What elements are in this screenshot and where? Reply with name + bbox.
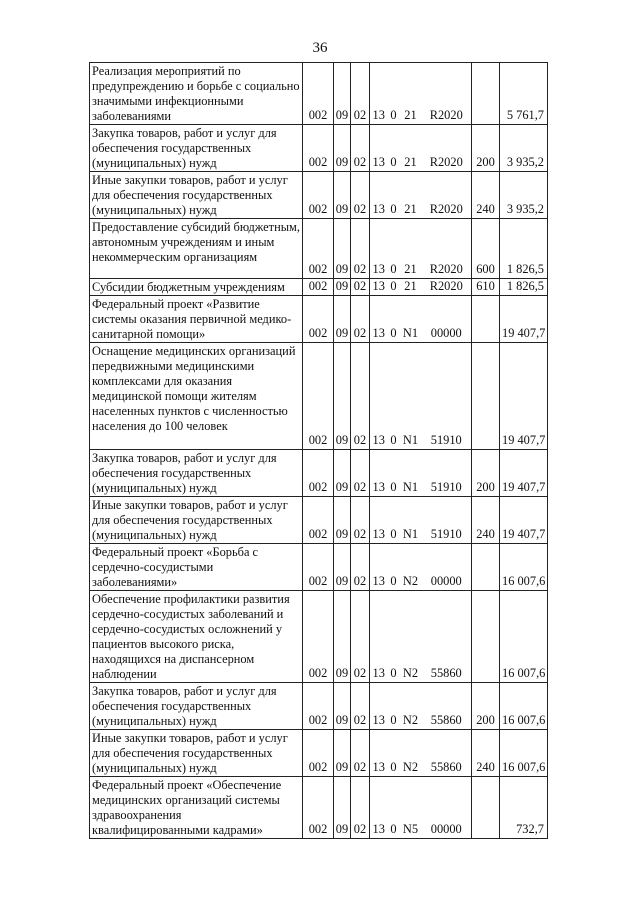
- target-project-code: N1: [400, 296, 422, 343]
- subsection-code: 02: [351, 343, 370, 450]
- amount: 16 007,6: [500, 544, 548, 591]
- admin-code: 002: [303, 343, 334, 450]
- table-row: [90, 63, 548, 125]
- subsection-code: 02: [351, 683, 370, 730]
- row-name: Иные закупки товаров, работ и услуг для обеспечения государственных (муниципальных) нужд: [90, 497, 303, 544]
- expense-type-code: 240: [472, 497, 500, 544]
- section-code: 09: [334, 343, 351, 450]
- target-direction-code: R2020: [422, 279, 472, 296]
- target-direction-code: 51910: [422, 497, 472, 544]
- table-row: [90, 219, 548, 279]
- target-program-code: 13: [370, 279, 388, 296]
- subsection-code: 02: [351, 450, 370, 497]
- subsection-code: 02: [351, 591, 370, 683]
- table-row: [90, 450, 548, 497]
- section-code: 09: [334, 497, 351, 544]
- target-direction-code: R2020: [422, 172, 472, 219]
- target-project-code: 21: [400, 172, 422, 219]
- expense-type-code: 240: [472, 730, 500, 777]
- row-name: Федеральный проект «Борьба с сердечно-сосудистыми заболеваниями»: [90, 544, 303, 591]
- target-direction-code: 51910: [422, 343, 472, 450]
- table-row: [90, 279, 548, 296]
- table-row: [90, 591, 548, 683]
- target-program-code: 13: [370, 730, 388, 777]
- admin-code: 002: [303, 497, 334, 544]
- section-code: 09: [334, 125, 351, 172]
- target-subprogram-code: 0: [388, 591, 400, 683]
- subsection-code: 02: [351, 497, 370, 544]
- expense-type-code: 610: [472, 279, 500, 296]
- target-direction-code: 00000: [422, 544, 472, 591]
- target-project-code: N2: [400, 591, 422, 683]
- expense-type-code: [472, 777, 500, 839]
- table-body: [90, 63, 548, 839]
- target-direction-code: 55860: [422, 683, 472, 730]
- table-row: [90, 125, 548, 172]
- admin-code: 002: [303, 777, 334, 839]
- table-row: [90, 730, 548, 777]
- admin-code: 002: [303, 279, 334, 296]
- target-subprogram-code: 0: [388, 125, 400, 172]
- row-name: Закупка товаров, работ и услуг для обеспечения государственных (муниципальных) нужд: [90, 683, 303, 730]
- target-project-code: N5: [400, 777, 422, 839]
- expense-type-code: 200: [472, 125, 500, 172]
- target-subprogram-code: 0: [388, 219, 400, 279]
- section-code: 09: [334, 172, 351, 219]
- target-direction-code: R2020: [422, 219, 472, 279]
- section-code: 09: [334, 777, 351, 839]
- expense-type-code: 200: [472, 450, 500, 497]
- amount: 3 935,2: [500, 125, 548, 172]
- target-program-code: 13: [370, 219, 388, 279]
- subsection-code: 02: [351, 777, 370, 839]
- section-code: 09: [334, 730, 351, 777]
- section-code: 09: [334, 296, 351, 343]
- subsection-code: 02: [351, 63, 370, 125]
- target-program-code: 13: [370, 172, 388, 219]
- expense-type-code: [472, 296, 500, 343]
- amount: 19 407,7: [500, 450, 548, 497]
- row-name: Оснащение медицинских организаций передвижными медицинскими комплексами для оказания медицинской помощи жителям населенных пунктов с численностью населения до 100 человек: [90, 343, 303, 450]
- subsection-code: 02: [351, 125, 370, 172]
- admin-code: 002: [303, 125, 334, 172]
- admin-code: 002: [303, 544, 334, 591]
- table-row: [90, 172, 548, 219]
- admin-code: 002: [303, 219, 334, 279]
- amount: 16 007,6: [500, 730, 548, 777]
- row-name: Субсидии бюджетным учреждениям: [90, 279, 303, 296]
- subsection-code: 02: [351, 172, 370, 219]
- row-name: Предоставление субсидий бюджетным, автономным учреждениям и иным некоммерческим организациям: [90, 219, 303, 279]
- table-row: [90, 544, 548, 591]
- target-program-code: 13: [370, 343, 388, 450]
- table-row: [90, 296, 548, 343]
- target-subprogram-code: 0: [388, 63, 400, 125]
- target-subprogram-code: 0: [388, 279, 400, 296]
- amount: 5 761,7: [500, 63, 548, 125]
- amount: 732,7: [500, 777, 548, 839]
- admin-code: 002: [303, 683, 334, 730]
- target-subprogram-code: 0: [388, 683, 400, 730]
- section-code: 09: [334, 219, 351, 279]
- row-name: Иные закупки товаров, работ и услуг для обеспечения государственных (муниципальных) нужд: [90, 730, 303, 777]
- row-name: Закупка товаров, работ и услуг для обеспечения государственных (муниципальных) нужд: [90, 450, 303, 497]
- target-project-code: N2: [400, 544, 422, 591]
- subsection-code: 02: [351, 730, 370, 777]
- admin-code: 002: [303, 730, 334, 777]
- target-subprogram-code: 0: [388, 343, 400, 450]
- amount: 19 407,7: [500, 497, 548, 544]
- target-direction-code: 55860: [422, 730, 472, 777]
- target-program-code: 13: [370, 777, 388, 839]
- admin-code: 002: [303, 296, 334, 343]
- target-subprogram-code: 0: [388, 544, 400, 591]
- subsection-code: 02: [351, 279, 370, 296]
- target-program-code: 13: [370, 125, 388, 172]
- expense-type-code: 600: [472, 219, 500, 279]
- target-program-code: 13: [370, 63, 388, 125]
- table-row: [90, 497, 548, 544]
- expense-type-code: [472, 544, 500, 591]
- expense-type-code: [472, 63, 500, 125]
- target-subprogram-code: 0: [388, 296, 400, 343]
- target-direction-code: 00000: [422, 296, 472, 343]
- subsection-code: 02: [351, 219, 370, 279]
- table-row: [90, 343, 548, 450]
- target-program-code: 13: [370, 591, 388, 683]
- section-code: 09: [334, 63, 351, 125]
- target-subprogram-code: 0: [388, 172, 400, 219]
- amount: 3 935,2: [500, 172, 548, 219]
- target-project-code: 21: [400, 219, 422, 279]
- section-code: 09: [334, 279, 351, 296]
- target-direction-code: 00000: [422, 777, 472, 839]
- target-subprogram-code: 0: [388, 497, 400, 544]
- target-subprogram-code: 0: [388, 450, 400, 497]
- page-number: 36: [312, 40, 328, 56]
- budget-table: [89, 62, 548, 839]
- target-direction-code: 55860: [422, 591, 472, 683]
- row-name: Федеральный проект «Обеспечение медицинских организаций системы здравоохранения квалифицированными кадрами»: [90, 777, 303, 839]
- target-subprogram-code: 0: [388, 730, 400, 777]
- target-project-code: N2: [400, 683, 422, 730]
- target-program-code: 13: [370, 544, 388, 591]
- section-code: 09: [334, 450, 351, 497]
- section-code: 09: [334, 591, 351, 683]
- target-project-code: N1: [400, 497, 422, 544]
- target-direction-code: R2020: [422, 63, 472, 125]
- target-program-code: 13: [370, 296, 388, 343]
- amount: 1 826,5: [500, 219, 548, 279]
- target-project-code: N1: [400, 450, 422, 497]
- admin-code: 002: [303, 591, 334, 683]
- target-program-code: 13: [370, 497, 388, 544]
- section-code: 09: [334, 683, 351, 730]
- admin-code: 002: [303, 450, 334, 497]
- target-project-code: 21: [400, 63, 422, 125]
- row-name: Иные закупки товаров, работ и услуг для обеспечения государственных (муниципальных) нужд: [90, 172, 303, 219]
- target-project-code: N2: [400, 730, 422, 777]
- target-project-code: 21: [400, 125, 422, 172]
- expense-type-code: [472, 343, 500, 450]
- target-program-code: 13: [370, 683, 388, 730]
- row-name: Реализация мероприятий по предупреждению и борьбе с социально значимыми инфекционными заболеваниями: [90, 63, 303, 125]
- amount: 19 407,7: [500, 296, 548, 343]
- target-direction-code: 51910: [422, 450, 472, 497]
- target-program-code: 13: [370, 450, 388, 497]
- section-code: 09: [334, 544, 351, 591]
- subsection-code: 02: [351, 296, 370, 343]
- row-name: Обеспечение профилактики развития сердечно-сосудистых заболеваний и сердечно-сосудистых осложнений у пациентов высокого риска, находящихся на диспансерном наблюдении: [90, 591, 303, 683]
- amount: 19 407,7: [500, 343, 548, 450]
- target-project-code: 21: [400, 279, 422, 296]
- row-name: Федеральный проект «Развитие системы оказания первичной медико-санитарной помощи»: [90, 296, 303, 343]
- table-row: [90, 683, 548, 730]
- expense-type-code: 200: [472, 683, 500, 730]
- subsection-code: 02: [351, 544, 370, 591]
- admin-code: 002: [303, 172, 334, 219]
- amount: 16 007,6: [500, 591, 548, 683]
- target-project-code: N1: [400, 343, 422, 450]
- amount: 16 007,6: [500, 683, 548, 730]
- target-subprogram-code: 0: [388, 777, 400, 839]
- amount: 1 826,5: [500, 279, 548, 296]
- admin-code: 002: [303, 63, 334, 125]
- row-name: Закупка товаров, работ и услуг для обеспечения государственных (муниципальных) нужд: [90, 125, 303, 172]
- expense-type-code: 240: [472, 172, 500, 219]
- expense-type-code: [472, 591, 500, 683]
- table-row: [90, 777, 548, 839]
- target-direction-code: R2020: [422, 125, 472, 172]
